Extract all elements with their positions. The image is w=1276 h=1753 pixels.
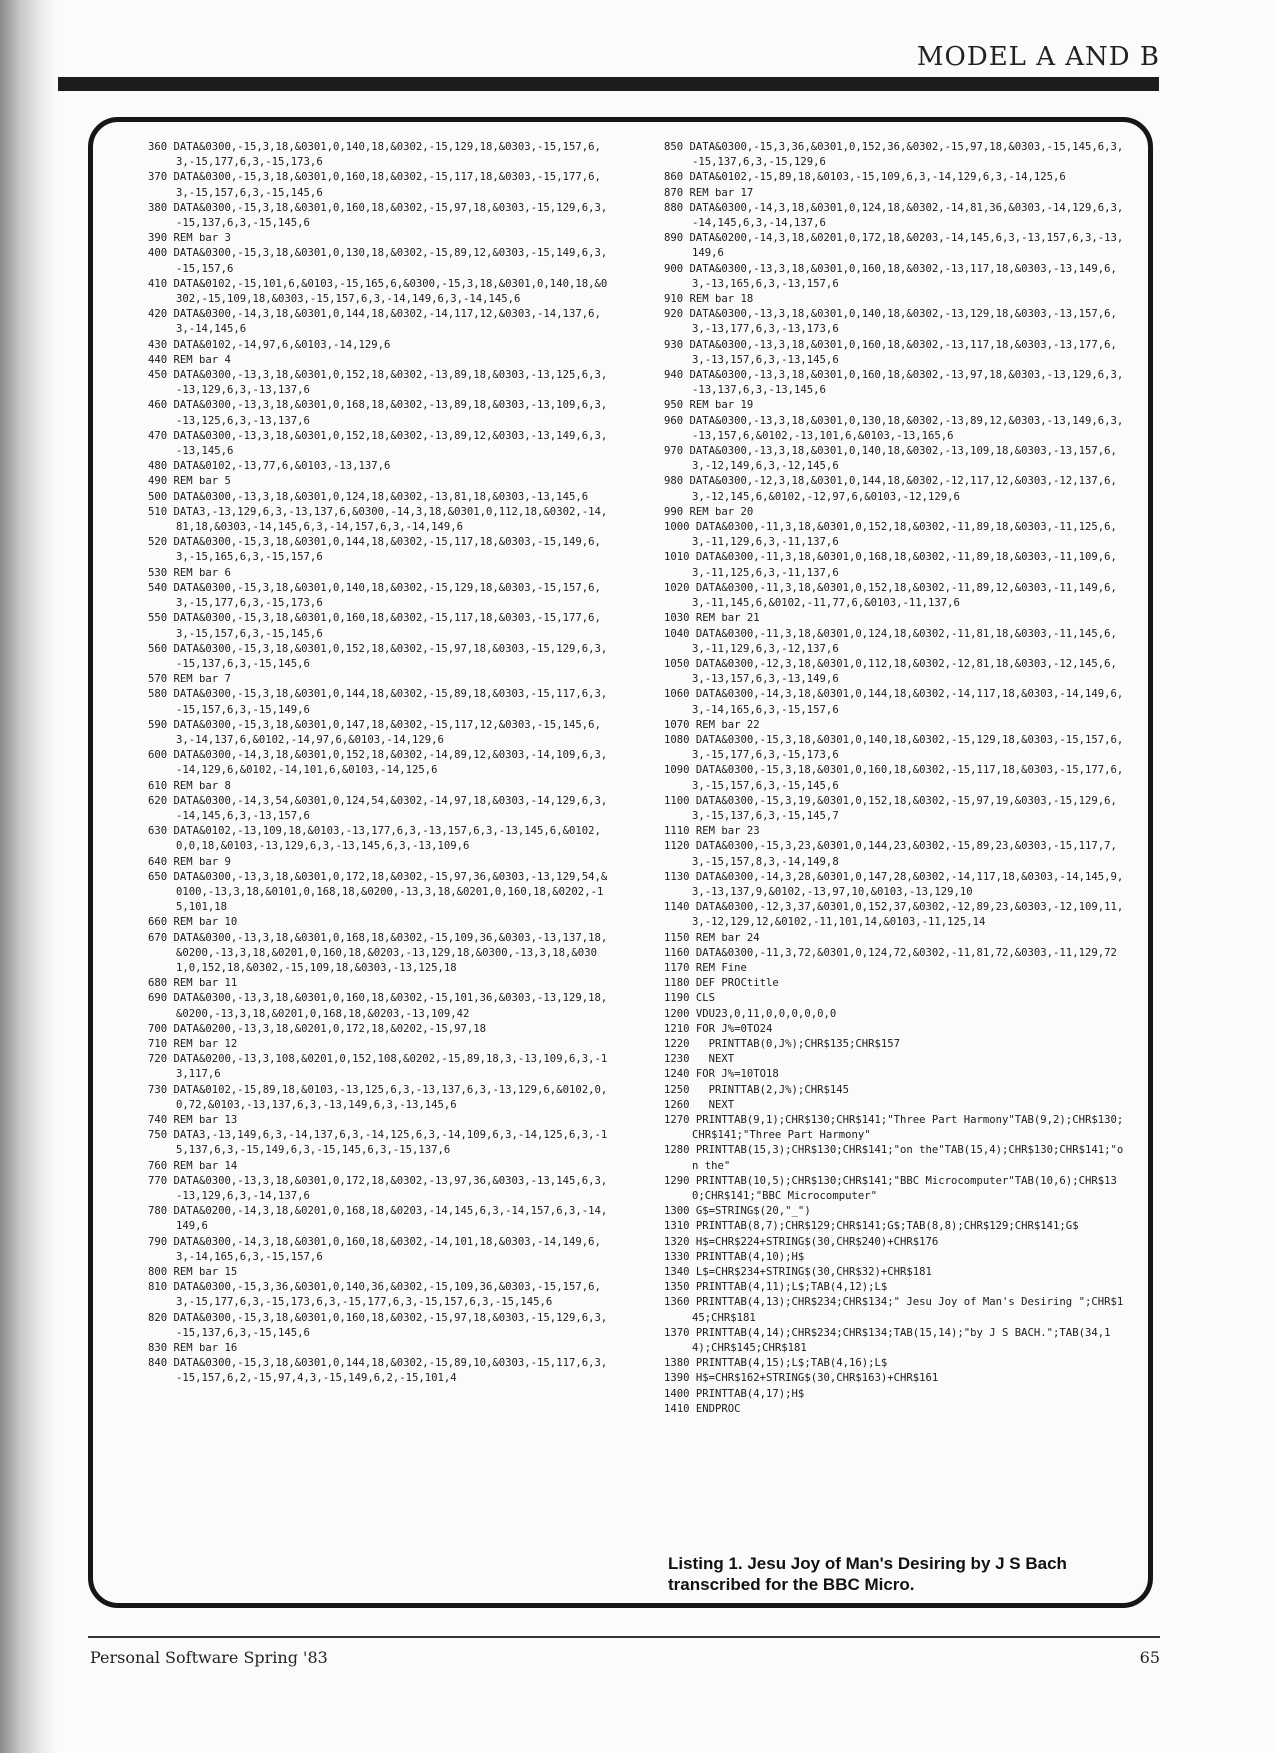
listing-line: 530 REM bar 6 (148, 566, 231, 579)
listing-line: 1280 PRINTTAB(15,3);CHR$130;CHR$141;"on the"TAB(15,4);CHR$130;CHR$141;"on the" (664, 1144, 1124, 1172)
listing-line: 640 REM bar 9 (148, 855, 231, 868)
listing-line: 1320 H$=CHR$224+STRING$(30,CHR$240)+CHR$176 (664, 1235, 939, 1248)
listing-line: 610 REM bar 8 (148, 779, 231, 792)
listing-line: 450 DATA&0300,-13,3,18,&0301,0,152,18,&0302,-13,89,18,&0303,-13,125,6,3,-13,129,6,3,-13,137,6 (148, 369, 608, 397)
listing-line: 1330 PRINTTAB(4,10);H$ (664, 1250, 805, 1263)
listing-line: 1170 REM Fine (664, 961, 747, 974)
listing-line: 370 DATA&0300,-15,3,18,&0301,0,160,18,&0302,-15,117,18,&0303,-15,177,6,3,-15,157,6,3,-15,145,6 (148, 171, 601, 199)
header-rule (58, 77, 1159, 91)
listing-line: 1010 DATA&0300,-11,3,18,&0301,0,168,18,&0302,-11,89,18,&0303,-11,109,6,3,-11,125,6,3,-11,137,6 (664, 551, 1117, 579)
listing-line: 980 DATA&0300,-12,3,18,&0301,0,144,18,&0302,-12,117,12,&0303,-12,137,6,3,-12,145,6,&0102,-12,97,6,&0103,-12,129,6 (664, 475, 1117, 503)
listing-line: 1350 PRINTTAB(4,11);L$;TAB(4,12);L$ (664, 1281, 888, 1294)
listing-line: 880 DATA&0300,-14,3,18,&0301,0,124,18,&0302,-14,81,36,&0303,-14,129,6,3,-14,145,6,3,-14,137,6 (664, 201, 1124, 230)
listing-line: 550 DATA&0300,-15,3,18,&0301,0,160,18,&0302,-15,117,18,&0303,-15,177,6,3,-15,157,6,3,-15,145,6 (148, 612, 601, 640)
listing-line: 1270 PRINTTAB(9,1);CHR$130;CHR$141;"Three Part Harmony"TAB(9,2);CHR$130;CHR$141;"Three Part Harmony" (664, 1114, 1124, 1142)
listing-line: 730 DATA&0102,-15,89,18,&0103,-13,125,6,3,-13,137,6,3,-13,129,6,&0102,0,0,72,&0103,-13,137,6,3,-13,149,6,3,-13,145,6 (148, 1083, 608, 1111)
listing-line: 890 DATA&0200,-14,3,18,&0201,0,172,18,&0203,-14,145,6,3,-13,157,6,3,-13,149,6 (664, 232, 1124, 260)
listing-line: 850 DATA&0300,-15,3,36,&0301,0,152,36,&0302,-15,97,18,&0303,-15,145,6,3,-15,137,6,3,-15,129,6 (664, 141, 1124, 169)
listing-line: 460 DATA&0300,-13,3,18,&0301,0,168,18,&0302,-13,89,18,&0303,-13,109,6,3,-13,125,6,3,-13,137,6 (148, 399, 608, 427)
listing-line: 1030 REM bar 21 (664, 612, 760, 625)
listing-line: 1050 DATA&0300,-12,3,18,&0301,0,112,18,&0302,-12,81,18,&0303,-12,145,6,3,-13,157,6,3,-13,149,6 (664, 657, 1117, 686)
listing-line: 1250 PRINTTAB(2,J%);CHR$145 (664, 1083, 849, 1096)
listing-line: 1400 PRINTTAB(4,17);H$ (664, 1387, 805, 1400)
listing-line: 770 DATA&0300,-13,3,18,&0301,0,172,18,&0302,-13,97,36,&0303,-13,145,6,3,-13,129,6,3,-14,137,6 (148, 1174, 608, 1203)
listing-line: 1210 FOR J%=0TO24 (664, 1022, 773, 1035)
listing-line: 830 REM bar 16 (148, 1342, 238, 1355)
listing-line: 1090 DATA&0300,-15,3,18,&0301,0,160,18,&0302,-15,117,18,&0303,-15,177,6,3,-15,157,6,3,-15,145,6 (664, 764, 1124, 792)
listing-line: 940 DATA&0300,-13,3,18,&0301,0,160,18,&0302,-13,97,18,&0303,-13,129,6,3,-13,137,6,3,-13,145,6 (664, 369, 1124, 397)
listing-line: 620 DATA&0300,-14,3,54,&0301,0,124,54,&0302,-14,97,18,&0303,-14,129,6,3,-14,145,6,3,-13,157,6 (148, 794, 608, 822)
listing-line: 1020 DATA&0300,-11,3,18,&0301,0,152,18,&0302,-11,89,12,&0303,-11,149,6,3,-11,145,6,&0102,-11,77,6,&0103,-11,137,6 (664, 581, 1117, 610)
listing-line: 930 DATA&0300,-13,3,18,&0301,0,160,18,&0302,-13,117,18,&0303,-13,177,6,3,-13,157,6,3,-13,145,6 (664, 338, 1117, 366)
listing-line: 1200 VDU23,0,11,0,0,0,0,0,0 (664, 1007, 837, 1020)
page-number: 65 (1139, 1648, 1160, 1667)
listing-line: 400 DATA&0300,-15,3,18,&0301,0,130,18,&0302,-15,89,12,&0303,-15,149,6,3,-15,157,6 (148, 247, 608, 275)
listing-line: 960 DATA&0300,-13,3,18,&0301,0,130,18,&0302,-13,89,12,&0303,-13,149,6,3,-13,157,6,&0102,-13,101,6,&0103,-13,165,6 (664, 414, 1124, 442)
listing-line: 760 REM bar 14 (148, 1159, 238, 1172)
listing-line: 410 DATA&0102,-15,101,6,&0103,-15,165,6,&0300,-15,3,18,&0301,0,140,18,&0302,-15,109,18,&0303,-15,157,6,3,-14,149,6,3,-14,145,6 (148, 277, 608, 306)
listing-line: 510 DATA3,-13,129,6,3,-13,137,6,&0300,-14,3,18,&0301,0,112,18,&0302,-14,81,18,&0303,-14,145,6,3,-14,157,6,3,-14,149,6 (148, 505, 608, 534)
listing-line: 860 DATA&0102,-15,89,18,&0103,-15,109,6,3,-14,129,6,3,-14,125,6 (664, 171, 1066, 184)
listing-line: 590 DATA&0300,-15,3,18,&0301,0,147,18,&0302,-15,117,12,&0303,-15,145,6,3,-14,137,6,&0102,-14,97,6,&0103,-14,129,6 (148, 718, 601, 746)
listing-line: 710 REM bar 12 (148, 1037, 238, 1050)
listing-line: 1100 DATA&0300,-15,3,19,&0301,0,152,18,&0302,-15,97,19,&0303,-15,129,6,3,-15,137,6,3,-15,145,7 (664, 794, 1117, 822)
listing-line: 1380 PRINTTAB(4,15);L$;TAB(4,16);L$ (664, 1357, 888, 1370)
listing-line: 970 DATA&0300,-13,3,18,&0301,0,140,18,&0302,-13,109,18,&0303,-13,157,6,3,-12,149,6,3,-12,145,6 (664, 445, 1117, 473)
listing-line: 580 DATA&0300,-15,3,18,&0301,0,144,18,&0302,-15,89,18,&0303,-15,117,6,3,-15,157,6,3,-15,149,6 (148, 688, 608, 716)
listing-line: 790 DATA&0300,-14,3,18,&0301,0,160,18,&0302,-14,101,18,&0303,-14,149,6,3,-14,165,6,3,-15,157,6 (148, 1235, 601, 1263)
listing-line: 1140 DATA&0300,-12,3,37,&0301,0,152,37,&0302,-12,89,23,&0303,-12,109,11,3,-12,129,12,&0102,-11,101,14,&0103,-11,125,14 (664, 901, 1124, 929)
listing-line: 1180 DEF PROCtitle (664, 977, 779, 990)
listing-line: 690 DATA&0300,-13,3,18,&0301,0,160,18,&0302,-15,101,36,&0303,-13,129,18,&0200,-13,3,18,&0201,0,168,18,&0203,-13,109,42 (148, 992, 608, 1020)
listing-line: 1000 DATA&0300,-11,3,18,&0301,0,152,18,&0302,-11,89,18,&0303,-11,125,6,3,-11,129,6,3,-11,137,6 (664, 521, 1117, 549)
footer-publication: Personal Software Spring '83 (90, 1648, 328, 1667)
binding-shadow (0, 0, 58, 1753)
listing-line: 950 REM bar 19 (664, 399, 754, 412)
listing-line: 420 DATA&0300,-14,3,18,&0301,0,144,18,&0302,-14,117,12,&0303,-14,137,6,3,-14,145,6 (148, 308, 601, 336)
listing-line: 670 DATA&0300,-13,3,18,&0301,0,168,18,&0302,-15,109,36,&0303,-13,137,18,&0200,-13,3,18,&0201,0,160,18,&0203,-13,129,18,&0300,-13,3,18,&0301,0,152,18,&0302,-15,109,18,&0303,-13,125,18 (148, 931, 608, 974)
listing-line: 840 DATA&0300,-15,3,18,&0301,0,144,18,&0302,-15,89,10,&0303,-15,117,6,3,-15,157,6,2,-15,97,4,3,-15,149,6,2,-15,101,4 (148, 1357, 608, 1385)
listing-line: 820 DATA&0300,-15,3,18,&0301,0,160,18,&0302,-15,97,18,&0303,-15,129,6,3,-15,137,6,3,-15,145,6 (148, 1311, 608, 1339)
listing-line: 1150 REM bar 24 (664, 931, 760, 944)
listing-line: 920 DATA&0300,-13,3,18,&0301,0,140,18,&0302,-13,129,18,&0303,-13,157,6,3,-13,177,6,3,-13,173,6 (664, 308, 1117, 336)
listing-line: 800 REM bar 15 (148, 1266, 238, 1279)
listing-line: 1260 NEXT (664, 1098, 735, 1111)
listing-line: 1310 PRINTTAB(8,7);CHR$129;CHR$141;G$;TAB(8,8);CHR$129;CHR$141;G$ (664, 1220, 1079, 1233)
listing-line: 1360 PRINTTAB(4,13);CHR$234;CHR$134;" Jesu Joy of Man's Desiring ";CHR$145;CHR$181 (664, 1296, 1124, 1324)
listing-line: 680 REM bar 11 (148, 977, 238, 990)
listing-line: 910 REM bar 18 (664, 293, 754, 306)
listing-line: 520 DATA&0300,-15,3,18,&0301,0,144,18,&0302,-15,117,18,&0303,-15,149,6,3,-15,165,6,3,-15,157,6 (148, 536, 601, 564)
listing-line: 470 DATA&0300,-13,3,18,&0301,0,152,18,&0302,-13,89,12,&0303,-13,149,6,3,-13,145,6 (148, 429, 608, 458)
listing-line: 900 DATA&0300,-13,3,18,&0301,0,160,18,&0302,-13,117,18,&0303,-13,149,6,3,-13,165,6,3,-13,157,6 (664, 262, 1117, 290)
listing-line: 1160 DATA&0300,-11,3,72,&0301,0,124,72,&0302,-11,81,72,&0303,-11,129,72 (664, 946, 1117, 959)
listing-line: 1390 H$=CHR$162+STRING$(30,CHR$163)+CHR$161 (664, 1372, 939, 1385)
listing-line: 1220 PRINTTAB(0,J%);CHR$135;CHR$157 (664, 1037, 900, 1050)
listing-line: 500 DATA&0300,-13,3,18,&0301,0,124,18,&0302,-13,81,18,&0303,-13,145,6 (148, 490, 589, 503)
listing-line: 1130 DATA&0300,-14,3,28,&0301,0,147,28,&0302,-14,117,18,&0303,-14,145,9,3,-13,137,9,&0102,-13,97,10,&0103,-13,129,10 (664, 870, 1124, 898)
listing-line: 1240 FOR J%=10TO18 (664, 1068, 779, 1081)
listing-line: 1230 NEXT (664, 1053, 735, 1066)
listing-line: 780 DATA&0200,-14,3,18,&0201,0,168,18,&0203,-14,145,6,3,-14,157,6,3,-14,149,6 (148, 1205, 608, 1233)
listing-line: 1080 DATA&0300,-15,3,18,&0301,0,140,18,&0302,-15,129,18,&0303,-15,157,6,3,-15,177,6,3,-15,173,6 (664, 733, 1124, 762)
listing-line: 380 DATA&0300,-15,3,18,&0301,0,160,18,&0302,-15,97,18,&0303,-15,129,6,3,-15,137,6,3,-15,145,6 (148, 201, 608, 230)
listing-line: 750 DATA3,-13,149,6,3,-14,137,6,3,-14,125,6,3,-14,109,6,3,-14,125,6,3,-15,137,6,3,-15,149,6,3,-15,145,6,3,-15,137,6 (148, 1129, 608, 1157)
listing-line: 480 DATA&0102,-13,77,6,&0103,-13,137,6 (148, 460, 391, 473)
listing-line: 1410 ENDPROC (664, 1402, 741, 1415)
listing-line: 1370 PRINTTAB(4,14);CHR$234;CHR$134;TAB(15,14);"by J S BACH.";TAB(34,14);CHR$145;CHR$181 (664, 1326, 1111, 1355)
listing-line: 1190 CLS (664, 992, 716, 1005)
listing-left-column (148, 140, 608, 1595)
listing-line: 560 DATA&0300,-15,3,18,&0301,0,152,18,&0302,-15,97,18,&0303,-15,129,6,3,-15,137,6,3,-15,145,6 (148, 642, 608, 670)
listing-line: 720 DATA&0200,-13,3,108,&0201,0,152,108,&0202,-15,89,18,3,-13,109,6,3,-13,117,6 (148, 1053, 608, 1081)
listing-line: 540 DATA&0300,-15,3,18,&0301,0,140,18,&0302,-15,129,18,&0303,-15,157,6,3,-15,177,6,3,-15,173,6 (148, 581, 601, 610)
listing-line: 440 REM bar 4 (148, 353, 231, 366)
listing-line: 990 REM bar 20 (664, 505, 754, 518)
listing-line: 390 REM bar 3 (148, 232, 231, 245)
listing-line: 870 REM bar 17 (664, 186, 754, 199)
listing-line: 600 DATA&0300,-14,3,18,&0301,0,152,18,&0302,-14,89,12,&0303,-14,109,6,3,-14,129,6,&0102,-14,101,6,&0103,-14,125,6 (148, 749, 608, 777)
listing-line: 660 REM bar 10 (148, 916, 238, 929)
section-title: MODEL A AND B (916, 42, 1160, 72)
listing-line: 810 DATA&0300,-15,3,36,&0301,0,140,36,&0302,-15,109,36,&0303,-15,157,6,3,-15,177,6,3,-15,173,6,3,-15,177,6,3,-15,157,6,3,-15,145,6 (148, 1281, 601, 1309)
listing-line: 1340 L$=CHR$234+STRING$(30,CHR$32)+CHR$181 (664, 1266, 932, 1279)
listing-line: 700 DATA&0200,-13,3,18,&0201,0,172,18,&0202,-15,97,18 (148, 1022, 487, 1035)
listing-line: 1290 PRINTTAB(10,5);CHR$130;CHR$141;"BBC Microcomputer"TAB(10,6);CHR$130;CHR$141;"BBC Microcomputer" (664, 1174, 1117, 1203)
listing-line: 1120 DATA&0300,-15,3,23,&0301,0,144,23,&0302,-15,89,23,&0303,-15,117,7,3,-15,157,8,3,-14,149,8 (664, 840, 1117, 868)
listing-line: 360 DATA&0300,-15,3,18,&0301,0,140,18,&0302,-15,129,18,&0303,-15,157,6,3,-15,177,6,3,-15,173,6 (148, 141, 601, 169)
listing-line: 570 REM bar 7 (148, 673, 231, 686)
listing-line: 490 REM bar 5 (148, 475, 231, 488)
listing-right-column (664, 140, 1124, 1595)
listing-line: 650 DATA&0300,-13,3,18,&0301,0,172,18,&0302,-15,97,36,&0303,-13,129,54,&0100,-13,3,18,&0101,0,168,18,&0200,-13,3,18,&0201,0,160,18,&0202,-15,101,18 (148, 870, 608, 914)
listing-caption: Listing 1. Jesu Joy of Man's Desiring by J S Bach transcribed for the BBC Micro. (668, 1554, 1067, 1594)
listing-line: 430 DATA&0102,-14,97,6,&0103,-14,129,6 (148, 338, 391, 351)
listing-line: 740 REM bar 13 (148, 1114, 238, 1126)
listing-line: 630 DATA&0102,-13,109,18,&0103,-13,177,6,3,-13,157,6,3,-13,145,6,&0102,0,0,18,&0103,-13,129,6,3,-13,145,6,3,-13,109,6 (148, 825, 601, 853)
listing-line: 1040 DATA&0300,-11,3,18,&0301,0,124,18,&0302,-11,81,18,&0303,-11,145,6,3,-11,129,6,3,-12,137,6 (664, 627, 1117, 655)
listing-line: 1300 G$=STRING$(20,"_") (664, 1205, 811, 1218)
footer-rule (88, 1636, 1160, 1638)
listing-line: 1110 REM bar 23 (664, 825, 760, 838)
listing-line: 1070 REM bar 22 (664, 718, 760, 731)
listing-line: 1060 DATA&0300,-14,3,18,&0301,0,144,18,&0302,-14,117,18,&0303,-14,149,6,3,-14,165,6,3,-15,157,6 (664, 688, 1124, 716)
